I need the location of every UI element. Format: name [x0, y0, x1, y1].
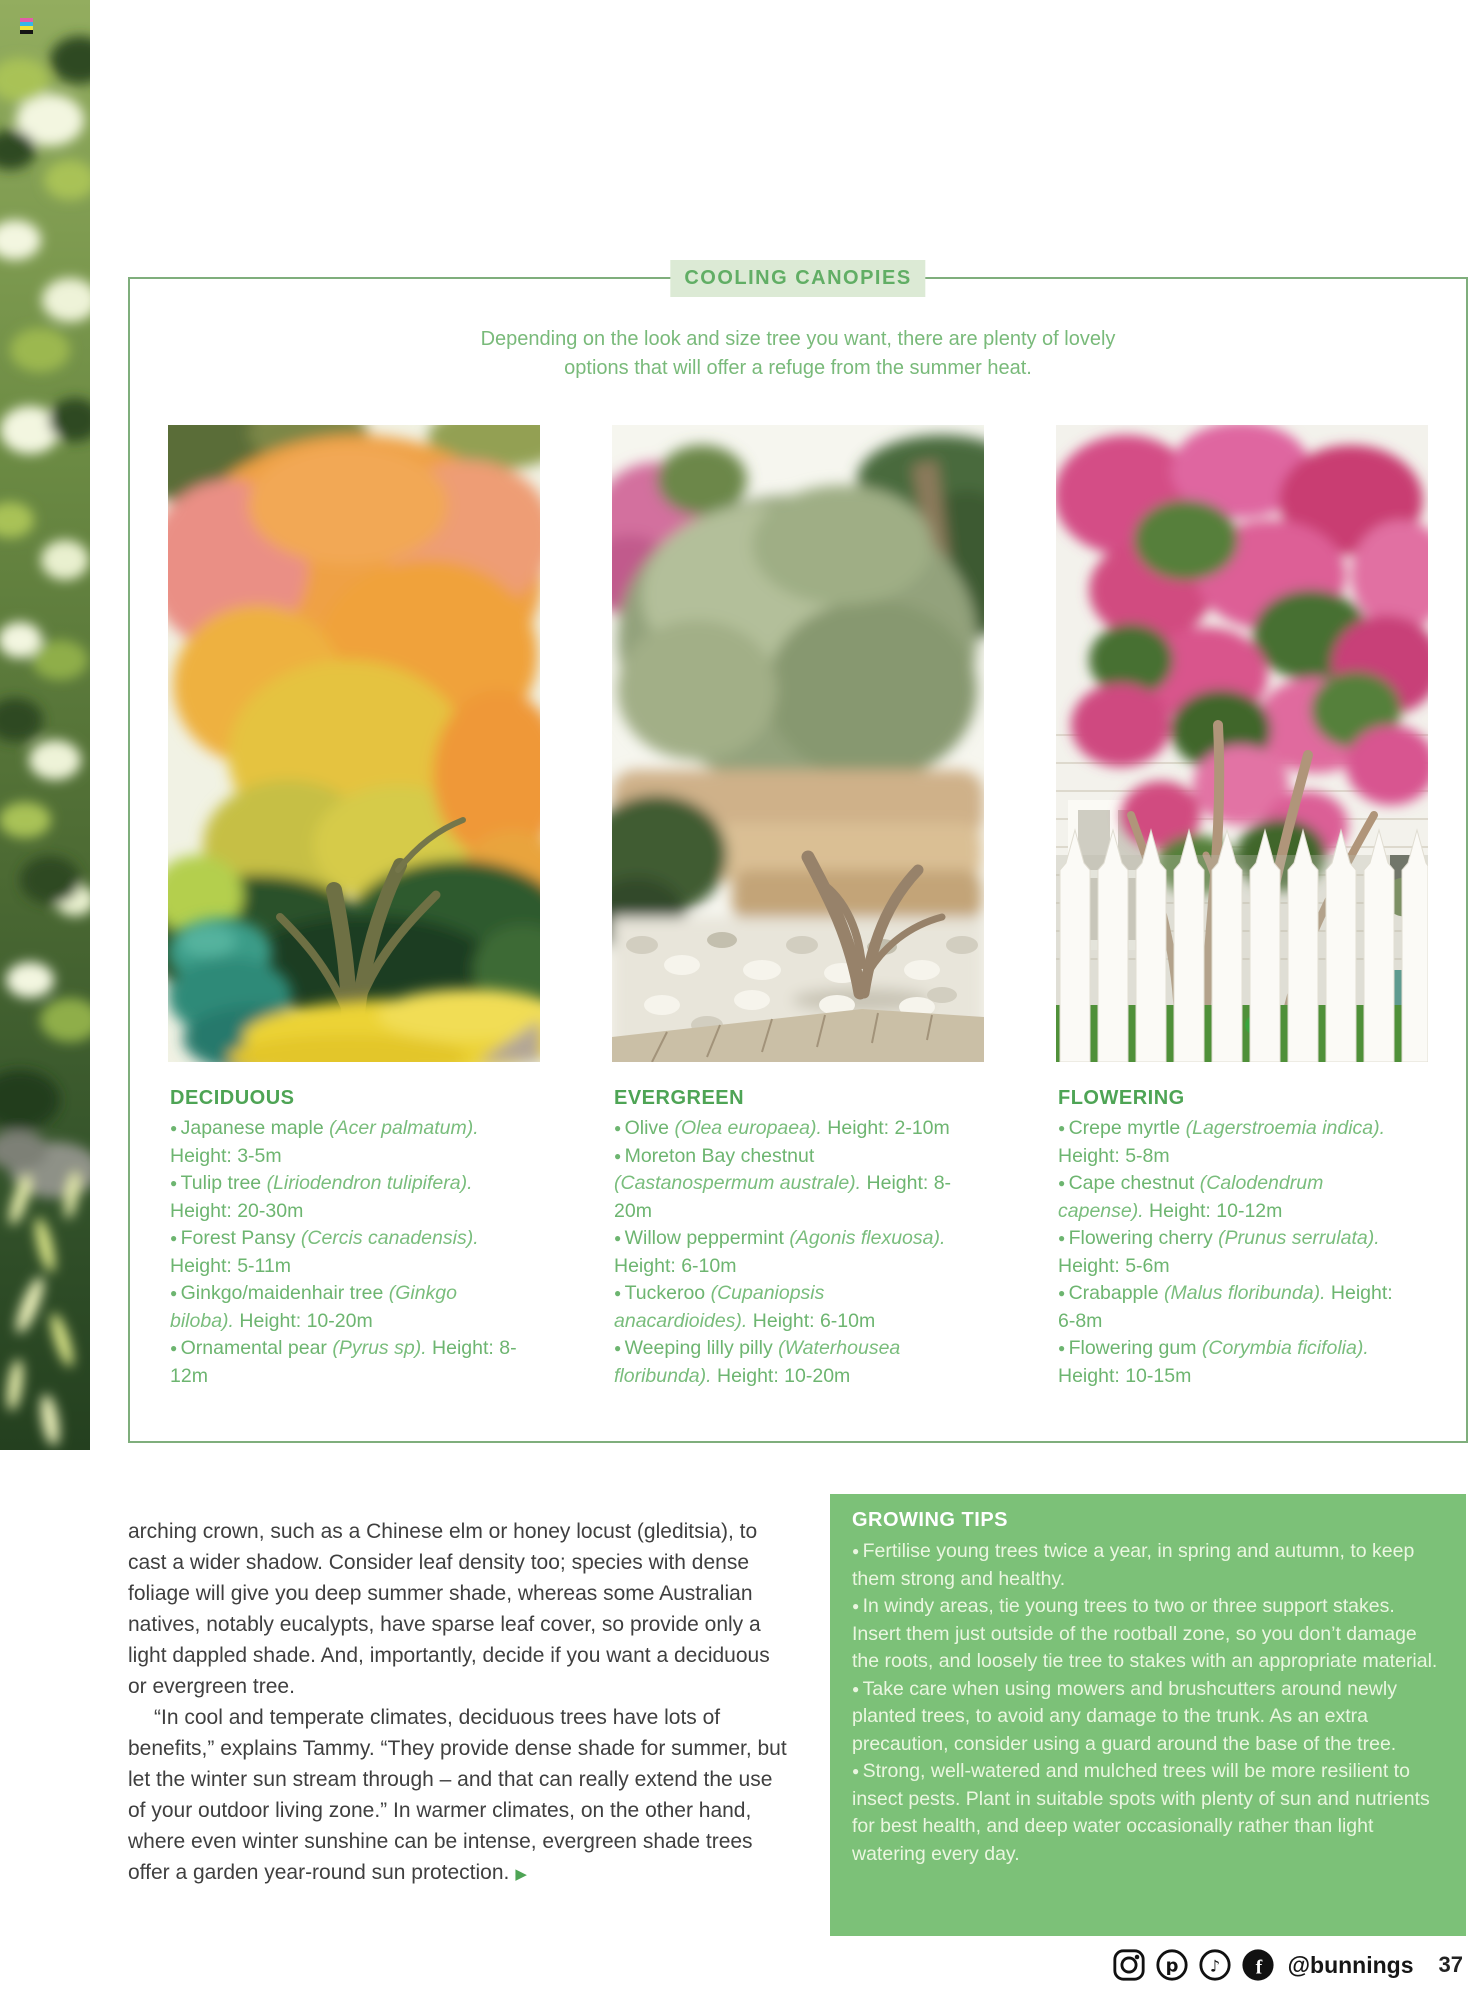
tree-list-item: ● Ornamental pear (Pyrus sp). Height: 8-12m [170, 1337, 517, 1387]
print-registration-mark [20, 18, 33, 34]
page-number: 37 [1438, 1952, 1463, 1977]
tree-column-deciduous [170, 1087, 518, 1390]
growing-tip: ● In windy areas, tie young trees to two or three support stakes. Insert them just outside of the rootball zone, so you don’t damage the roots, and loosely tie tree to stakes with an appropriate material. [852, 1595, 1438, 1672]
svg-text:p: p [1165, 1955, 1179, 1977]
bullet-icon: ● [852, 1544, 863, 1558]
tree-list-item: ● Olive (Olea europaea). Height: 2-10m [614, 1117, 950, 1139]
bullet-icon: ● [1058, 1341, 1069, 1355]
bullet-icon: ● [170, 1121, 181, 1135]
bullet-icon: ● [614, 1286, 625, 1300]
tree-list-item: ● Forest Pansy (Cercis canadensis). Height: 5-11m [170, 1227, 479, 1277]
bullet-icon: ● [1058, 1121, 1069, 1135]
bullet-icon: ● [170, 1286, 181, 1300]
bullet-icon: ● [614, 1341, 625, 1355]
crepe-myrtle-photo [1056, 425, 1428, 1062]
column-heading: EVERGREEN [614, 1087, 745, 1109]
tree-list-item: ● Flowering cherry (Prunus serrulata). Height: 5-6m [1058, 1227, 1380, 1277]
facebook-icon[interactable] [1241, 1948, 1275, 1982]
tree-list-item: ● Moreton Bay chestnut (Castanospermum australe). Height: 8-20m [614, 1144, 952, 1222]
bullet-icon: ● [170, 1231, 181, 1245]
tree-column-flowering [1058, 1087, 1406, 1390]
tree-list-item: ● Flowering gum (Corymbia ficifolia). Height: 10-15m [1058, 1337, 1369, 1387]
panel-intro: Depending on the look and size tree you want, there are plenty of lovely options that will offer a refuge from the summer heat. [480, 328, 1116, 379]
growing-tips-title: GROWING TIPS [852, 1509, 1008, 1531]
bullet-icon: ● [852, 1599, 863, 1613]
tree-list-item: ● Japanese maple (Acer palmatum). Height: 3-5m [170, 1117, 479, 1167]
bullet-icon: ● [170, 1176, 181, 1190]
japanese-maple-photo [168, 425, 540, 1062]
tiktok-icon[interactable] [1198, 1948, 1232, 1982]
social-handle[interactable]: @bunnings [1287, 1951, 1414, 1978]
article-end-arrow-icon: ▶ [515, 1866, 527, 1883]
article-paragraph: arching crown, such as a Chinese elm or honey locust (gleditsia), to cast a wider shadow. Consider leaf density too; species with dense foliage will give you deep summer shade, whereas some Australian natives, notably eucalypts, have sparse leaf cover, so provide only a light dappled shade. And, importantly, decide if you want a deciduous or evergreen tree. [128, 1520, 770, 1698]
bullet-icon: ● [614, 1231, 625, 1245]
growing-tip: ● Fertilise young trees twice a year, in spring and autumn, to keep them strong and healthy. [852, 1540, 1415, 1590]
bullet-icon: ● [170, 1341, 181, 1355]
pinterest-icon[interactable] [1155, 1948, 1189, 1982]
tree-list-item: ● Weeping lilly pilly (Waterhousea floribunda). Height: 10-20m [614, 1337, 901, 1387]
panel-title: COOLING CANOPIES [670, 260, 925, 297]
growing-tips-box [830, 1494, 1466, 1936]
column-heading: DECIDUOUS [170, 1087, 295, 1109]
bullet-icon: ● [1058, 1231, 1069, 1245]
bullet-icon: ● [614, 1121, 625, 1135]
bullet-icon: ● [1058, 1286, 1069, 1300]
left-foliage-photo-strip [0, 0, 90, 1450]
svg-text:f: f [1255, 1956, 1262, 1979]
tree-list-item: ● Tulip tree (Liriodendron tulipifera). Height: 20-30m [170, 1172, 473, 1222]
column-heading: FLOWERING [1058, 1087, 1185, 1109]
cooling-canopies-panel [128, 267, 1468, 1443]
bullet-icon: ● [852, 1764, 863, 1778]
tree-list-item: ● Willow peppermint (Agonis flexuosa). Height: 6-10m [614, 1227, 946, 1277]
tree-list-item: ● Crepe myrtle (Lagerstroemia indica). Height: 5-8m [1058, 1117, 1386, 1167]
growing-tip: ● Take care when using mowers and brushcutters around newly planted trees, to avoid any damage to the trunk. As an extra precaution, consider using a guard around the base of the tree. [852, 1677, 1397, 1755]
bullet-icon: ● [1058, 1176, 1069, 1190]
tree-list-item: ● Ginkgo/maidenhair tree (Ginkgo biloba). Height: 10-20m [170, 1282, 457, 1332]
growing-tip: ● Strong, well-watered and mulched trees will be more resilient to insect pests. Plant in suitable spots with plenty of sun and nutrients for best health, and deep water occasionally rather than light watering every day. [852, 1760, 1430, 1865]
bullet-icon: ● [614, 1148, 625, 1163]
tree-list-item: ● Cape chestnut (Calodendrum capense). Height: 10-12m [1058, 1172, 1324, 1222]
tree-column-evergreen [614, 1087, 962, 1390]
instagram-icon[interactable] [1112, 1948, 1146, 1982]
olive-tree-photo [612, 425, 984, 1062]
article-body [128, 1516, 788, 1890]
svg-text:♪: ♪ [1209, 1956, 1220, 1976]
bullet-icon: ● [852, 1681, 863, 1696]
tree-list-item: ● Tuckeroo (Cupaniopsis anacardioides). Height: 6-10m [614, 1282, 876, 1332]
article-paragraph: “In cool and temperate climates, deciduous trees have lots of benefits,” explains Tammy. “They provide dense shade for summer, but let the winter sun stream through – and that can really extend the use of your outdoor living zone.” In warmer climates, on the other hand, where even winter sunshine can be intense, evergreen shade trees offer a garden year-round sun protection. ▶ [128, 1706, 787, 1884]
tree-list-item: ● Crabapple (Malus floribunda). Height: 6-8m [1058, 1282, 1393, 1332]
page-footer [1112, 1948, 1463, 1982]
